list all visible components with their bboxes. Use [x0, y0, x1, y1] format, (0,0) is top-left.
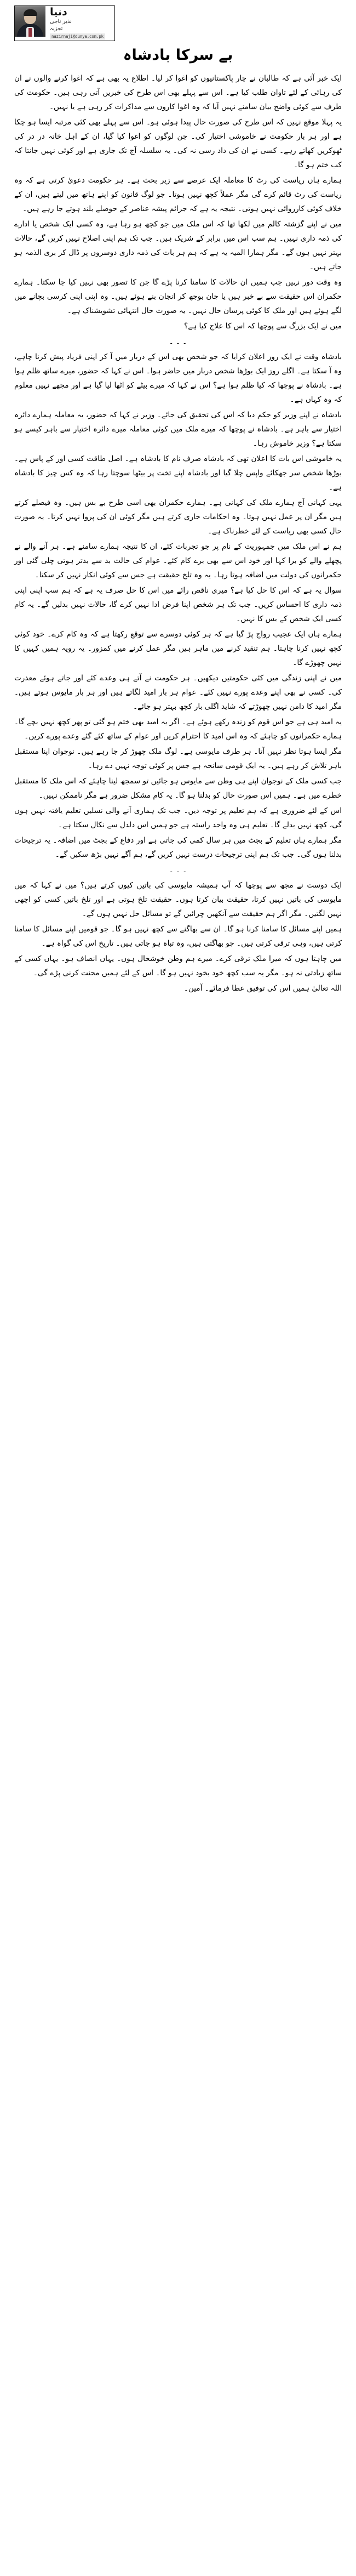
paragraph: مگر ایسا ہوتا نظر نہیں آتا۔ ہر طرف مایوسی ہے۔ لوگ ملک چھوڑ کر جا رہے ہیں۔ نوجوان اپنا مستقبل باہر تلاش کر رہے ہیں۔ یہ ایک قومی سانحہ ہے جس پر کوئی توجہ نہیں دے رہا۔ — [14, 747, 342, 770]
article-body — [14, 71, 342, 996]
paragraph: میں نے ایک بزرگ سے پوچھا کہ اس کا علاج کیا ہے؟ — [183, 321, 342, 331]
paragraph: یہ خاموشی اس بات کا اعلان تھی کہ بادشاہ صرف نام کا بادشاہ ہے۔ اصل طاقت کسی اور کے پاس ہے۔ بوڑھا شخص سر جھکائے واپس چلا گیا اور بادشاہ اپنے تخت پر بیٹھا سوچتا رہا کہ وہ کس چیز کا بادشاہ ہے۔ — [14, 454, 342, 492]
section-label: تجزیہ — [50, 25, 63, 32]
paragraph: جب کسی ملک کے نوجوان اپنے ہی وطن سے مایوس ہو جائیں تو سمجھ لینا چاہئے کہ اس ملک کا مستقبل خطرے میں ہے۔ ہمیں اس صورت حال کو بدلنا ہو گا۔ یہ کام مشکل ضرور ہے مگر ناممکن نہیں۔ — [14, 776, 342, 800]
paragraph: مگر ہمارے ہاں تعلیم کے بجٹ میں ہر سال کمی کی جاتی ہے اور دفاع کے بجٹ میں اضافہ۔ یہ ترجیحات بدلنا ہوں گی۔ جب تک ہم اپنی ترجیحات درست نہیں کریں گے، ہم آگے نہیں بڑھ سکیں گے۔ — [14, 835, 342, 859]
page-title: بے سرکا بادشاہ — [123, 47, 233, 64]
paragraph: ہمارے ہاں ریاست کی رٹ کا معاملہ ایک عرصے سے زیر بحث ہے۔ ہر حکومت دعویٰ کرتی ہے کہ وہ ریاست کی رٹ قائم کرے گی مگر عملاً کچھ نہیں ہوتا۔ جو لوگ قانون کو اپنے ہاتھ میں لیتے ہیں، ان کے خلاف کوئی کارروائی نہیں ہوتی۔ نتیجہ یہ ہے کہ جرائم پیشہ عناصر کے حوصلے بلند ہوتے جا رہے ہیں۔ — [14, 175, 342, 213]
brand-block — [14, 5, 115, 41]
brand-text — [45, 6, 114, 41]
paragraph-separator: ۔ ۔ ۔ — [169, 865, 187, 874]
paragraph: سوال یہ ہے کہ اس کا حل کیا ہے؟ میری ناقص رائے میں اس کا حل صرف یہ ہے کہ ہم سب اپنی اپنی ذمہ داری کا احساس کریں۔ جب تک ہر شخص اپنا فرض ادا نہیں کرے گا، حالات نہیں بدلیں گے۔ یہ کام کسی ایک شخص کے بس کا نہیں۔ — [14, 585, 342, 623]
paragraph: یہی کہانی آج ہمارے ملک کی کہانی ہے۔ ہمارے حکمران بھی اسی طرح بے بس ہیں۔ وہ فیصلے کرتے ہیں مگر ان پر عمل نہیں ہوتا۔ وہ احکامات جاری کرتے ہیں مگر کوئی ان کی پروا نہیں کرتا۔ یہ صورت حال کسی بھی ریاست کے لئے خطرناک ہے۔ — [14, 498, 342, 536]
paragraph: بادشاہ وقت نے ایک روز اعلان کرایا کہ جو شخص بھی اس کے دربار میں آ کر اپنی فریاد پیش کرنا چاہے، وہ آ سکتا ہے۔ اگلے روز ایک بوڑھا شخص دربار میں حاضر ہوا۔ اس نے کہا کہ حضور، میرے ساتھ ظلم ہوا ہے۔ بادشاہ نے پوچھا کہ کیا ظلم ہوا ہے؟ اس نے کہا کہ میرے بیٹے کو اٹھا لیا گیا ہے اور مجھے نہیں معلوم کہ وہ کہاں ہے۔ — [14, 352, 342, 404]
paragraph: میں نے اپنے گزشتہ کالم میں لکھا تھا کہ اس ملک میں جو کچھ ہو رہا ہے، وہ کسی ایک شخص یا ادارے کی ذمہ داری نہیں۔ ہم سب اس میں برابر کے شریک ہیں۔ جب تک ہم اپنی اصلاح نہیں کریں گے، حالات بہتر نہیں ہوں گے۔ مگر ہمارا المیہ یہ ہے کہ ہم ہر بات کی ذمہ داری دوسروں پر ڈال کر بری الذمہ ہو جاتے ہیں۔ — [14, 219, 342, 271]
paragraph: ہم نے اس ملک میں جمہوریت کے نام پر جو تجربات کئے، ان کا نتیجہ ہمارے سامنے ہے۔ ہر آنے والے نے پچھلے والے کو برا کہا اور خود اس سے بھی برے کام کئے۔ عوام کی حالت بد سے بدتر ہوتی چلی گئی اور حکمرانوں کی دولت میں اضافہ ہوتا رہا۔ یہ وہ تلخ حقیقت ہے جس سے کوئی انکار نہیں کر سکتا۔ — [14, 542, 342, 579]
paragraph: میں چاہتا ہوں کہ میرا ملک ترقی کرے۔ میرے ہم وطن خوشحال ہوں۔ یہاں انصاف ہو۔ یہاں کسی کے ساتھ زیادتی نہ ہو۔ مگر یہ سب کچھ خود بخود نہیں ہو گا۔ اس کے لئے ہمیں محنت کرنی پڑے گی۔ — [14, 954, 342, 977]
paragraph: بادشاہ نے اپنے وزیر کو حکم دیا کہ اس کی تحقیق کی جائے۔ وزیر نے کہا کہ حضور، یہ معاملہ ہمارے دائرہ اختیار سے باہر ہے۔ بادشاہ نے پوچھا کہ میرے ملک میں کوئی معاملہ میرے دائرہ اختیار سے باہر کیسے ہو سکتا ہے؟ وزیر خاموش رہا۔ — [14, 410, 342, 448]
paragraph: میں نے اپنی زندگی میں کئی حکومتیں دیکھیں۔ ہر حکومت نے آتے ہی وعدے کئے اور جاتے ہوئے معذرت کی۔ کسی نے بھی اپنے وعدے پورے نہیں کئے۔ عوام ہر بار امید لگاتے ہیں اور ہر بار مایوس ہوتے ہیں۔ مگر امید کا دامن نہیں چھوڑتے کہ شاید اگلی بار کچھ بہتر ہو جائے۔ — [14, 673, 342, 711]
columnist-photo — [15, 6, 45, 37]
masthead — [14, 0, 342, 43]
paragraph: ہمارے ہاں ایک عجیب رواج پڑ گیا ہے کہ ہر کوئی دوسرے سے توقع رکھتا ہے کہ وہ کام کرے۔ خود کوئی کچھ نہیں کرنا چاہتا۔ ہم تنقید کرنے میں ماہر ہیں مگر عمل کرنے میں کمزور۔ یہ رویہ ہمیں کہیں کا نہیں چھوڑے گا۔ — [14, 629, 342, 667]
columnist-email: nazirnaji@dunya.com.pk — [50, 33, 105, 39]
paragraph: یہ امید ہی ہے جو اس قوم کو زندہ رکھے ہوئے ہے۔ اگر یہ امید بھی ختم ہو گئی تو پھر کچھ نہیں بچے گا۔ ہمارے حکمرانوں کو چاہئے کہ وہ اس امید کا احترام کریں اور عوام کے ساتھ کئے گئے وعدے پورے کریں۔ — [14, 717, 342, 741]
paragraph: ہمیں اپنے مسائل کا سامنا کرنا ہو گا۔ ان سے بھاگنے سے کچھ نہیں ہو گا۔ جو قومیں اپنے مسائل کا سامنا کرتی ہیں، وہی ترقی کرتی ہیں۔ جو بھاگتی ہیں، وہ تباہ ہو جاتی ہیں۔ تاریخ اس کی گواہ ہے۔ — [14, 924, 342, 948]
paragraph: اللہ تعالیٰ ہمیں اس کی توفیق عطا فرمائے۔ آمین۔ — [183, 983, 342, 993]
paragraph: ایک دوست نے مجھ سے پوچھا کہ آپ ہمیشہ مایوسی کی باتیں کیوں کرتے ہیں؟ میں نے کہا کہ میں مایوسی کی باتیں نہیں کرتا، حقیقت بیان کرتا ہوں۔ حقیقت تلخ ہوتی ہے اور تلخ باتیں کسی کو اچھی نہیں لگتیں۔ مگر اگر ہم حقیقت سے آنکھیں چرائیں گے تو مسائل حل نہیں ہوں گے۔ — [14, 880, 342, 918]
paragraph-separator: ۔ ۔ ۔ — [169, 337, 187, 346]
paragraph: یہ پہلا موقع نہیں کہ اس طرح کی صورت حال پیدا ہوئی ہو۔ اس سے پہلے بھی کئی مرتبہ ایسا ہو چکا ہے اور ہر بار حکومت نے خاموشی اختیار کی۔ جن لوگوں کو اغوا کیا گیا، ان کے اہل خانہ در در کی ٹھوکریں کھاتے رہے۔ کسی نے ان کی داد رسی نہ کی۔ یہ سلسلہ آج تک جاری ہے اور کوئی نہیں جانتا کہ کب ختم ہو گا۔ — [14, 117, 342, 169]
publication-logo: دنیا — [50, 6, 67, 18]
columnist-name: نذیر ناجی — [50, 18, 72, 25]
paragraph: ایک خبر آئی ہے کہ طالبان نے چار پاکستانیوں کو اغوا کر لیا۔ اطلاع یہ بھی ہے کہ اغوا کرنے والوں نے ان کی رہائی کے لئے تاوان طلب کیا ہے۔ اس سے پہلے بھی اس طرح کی خبریں آتی رہی ہیں۔ حکومت کی طرف سے کوئی واضح بیان سامنے نہیں آیا کہ وہ اغوا کاروں سے مذاکرات کر رہی ہے یا نہیں۔ — [14, 73, 342, 111]
paragraph: وہ وقت دور نہیں جب ہمیں ان حالات کا سامنا کرنا پڑے گا جن کا تصور بھی نہیں کیا جا سکتا۔ ہمارے حکمران اس حقیقت سے بے خبر ہیں یا جان بوجھ کر انجان بنے ہوئے ہیں۔ وہ اپنی اپنی کرسی بچانے میں لگے ہوئے ہیں اور ملک کا کوئی پرسان حال نہیں۔ یہ صورت حال انتہائی تشویشناک ہے۔ — [14, 277, 342, 315]
paragraph: اس کے لئے ضروری ہے کہ ہم تعلیم پر توجہ دیں۔ جب تک ہماری آنے والی نسلیں تعلیم یافتہ نہیں ہوں گی، کچھ نہیں بدلے گا۔ تعلیم ہی وہ واحد راستہ ہے جو ہمیں اس دلدل سے نکال سکتا ہے۔ — [14, 806, 342, 829]
